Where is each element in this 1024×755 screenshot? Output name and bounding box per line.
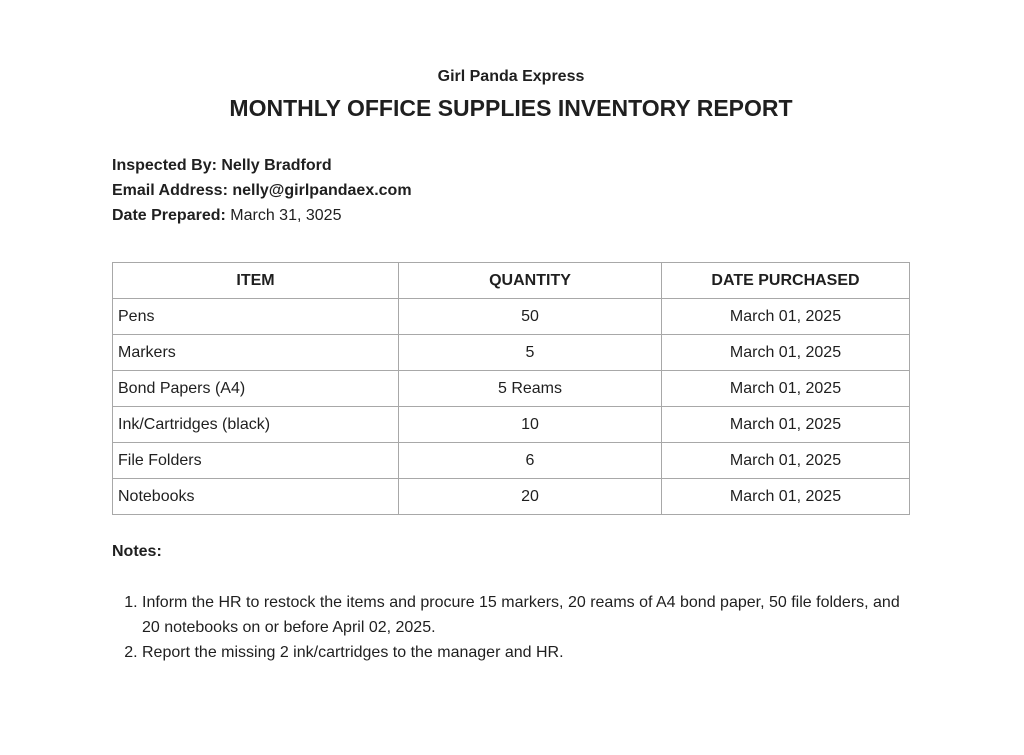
inventory-table [112, 262, 910, 515]
inspected-by-value: Nelly Bradford [221, 157, 332, 174]
company-name: Girl Panda Express [437, 68, 585, 85]
notes-list [112, 590, 910, 665]
email-value: nelly@girlpandaex.com [232, 182, 412, 199]
item-cell: Notebooks [113, 479, 399, 515]
item-cell: File Folders [113, 443, 399, 479]
column-header-item: ITEM [113, 263, 399, 299]
notes-label: Notes: [112, 543, 162, 560]
date-cell: March 01, 2025 [662, 443, 910, 479]
report-title: MONTHLY OFFICE SUPPLIES INVENTORY REPORT [229, 95, 793, 121]
column-header-quantity: QUANTITY [399, 263, 662, 299]
quantity-cell: 20 [399, 479, 662, 515]
table-row [113, 299, 910, 335]
email-row [112, 178, 412, 203]
table-header-row [113, 263, 910, 299]
item-cell: Ink/Cartridges (black) [113, 407, 399, 443]
table-row [113, 407, 910, 443]
date-prepared-row [112, 203, 412, 228]
quantity-cell: 10 [399, 407, 662, 443]
item-cell: Markers [113, 335, 399, 371]
inspected-by-row [112, 153, 412, 178]
quantity-cell: 5 Reams [399, 371, 662, 407]
table-row [113, 371, 910, 407]
date-prepared-label: Date Prepared: [112, 207, 226, 224]
quantity-cell: 50 [399, 299, 662, 335]
date-cell: March 01, 2025 [662, 299, 910, 335]
date-cell: March 01, 2025 [662, 371, 910, 407]
report-meta [112, 153, 412, 228]
table-row [113, 443, 910, 479]
date-cell: March 01, 2025 [662, 479, 910, 515]
email-label: Email Address: [112, 182, 228, 199]
inspected-by-label: Inspected By: [112, 157, 217, 174]
note-item: 1. Inform the HR to restock the items and procure 15 markers, 20 reams of A4 bond paper, 50 file folders, and 20 notebooks on or before April 02, 2025. [142, 590, 910, 640]
note-item: 2. Report the missing 2 ink/cartridges to the manager and HR. [142, 640, 910, 665]
table-row [113, 335, 910, 371]
date-cell: March 01, 2025 [662, 335, 910, 371]
table-row [113, 479, 910, 515]
quantity-cell: 5 [399, 335, 662, 371]
item-cell: Pens [113, 299, 399, 335]
item-cell: Bond Papers (A4) [113, 371, 399, 407]
date-cell: March 01, 2025 [662, 407, 910, 443]
quantity-cell: 6 [399, 443, 662, 479]
date-prepared-value: March 31, 3025 [230, 207, 342, 224]
column-header-date-purchased: DATE PURCHASED [662, 263, 910, 299]
